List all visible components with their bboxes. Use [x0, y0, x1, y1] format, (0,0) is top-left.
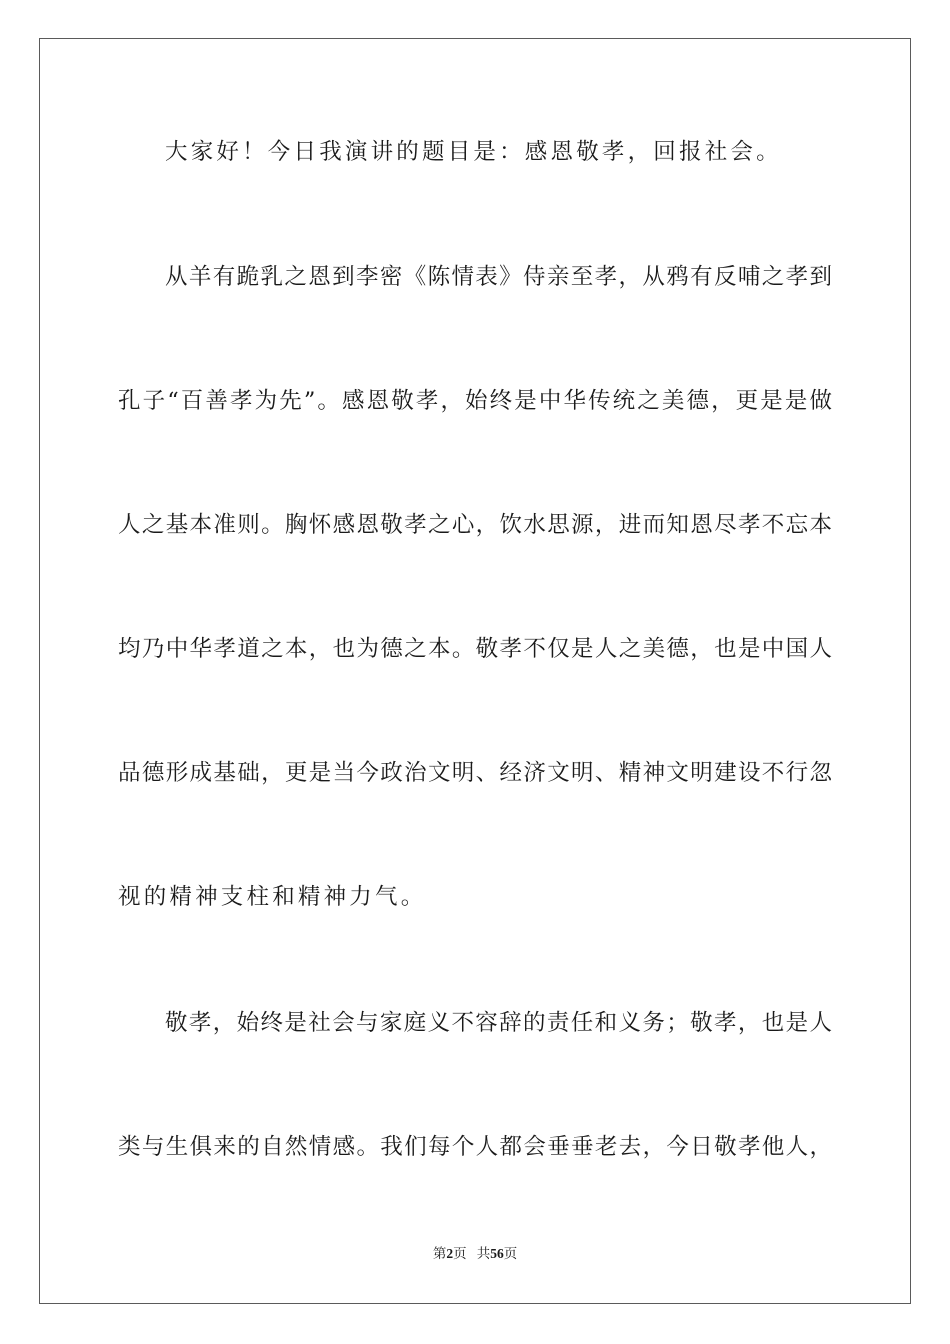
total-suffix: 页: [503, 1246, 518, 1261]
page-suffix: 页: [453, 1246, 467, 1261]
total-pages: 56: [490, 1246, 504, 1261]
paragraph-2-line-5: 品德形成基础，更是当今政治文明、经济文明、精神文明建设不行忽: [118, 760, 832, 786]
page-number: 2: [446, 1246, 454, 1261]
paragraph-3-line-1: 敬孝，始终是社会与家庭义不容辞的责任和义务；敬孝，也是人: [165, 1010, 832, 1036]
paragraph-2-line-2: 孔子“百善孝为先”。感恩敬孝，始终是中华传统之美德，更是是做: [118, 388, 832, 414]
paragraph-1-line-1: 大家好！今日我演讲的题目是：感恩敬孝，回报社会。: [165, 139, 782, 165]
page-prefix: 第: [432, 1246, 447, 1261]
paragraph-2-line-4: 均乃中华孝道之本，也为德之本。敬孝不仅是人之美德，也是中国人: [118, 636, 832, 662]
total-prefix: 共: [476, 1246, 491, 1261]
paragraph-3-line-2: 类与生俱来的自然情感。我们每个人都会垂垂老去，今日敬孝他人，: [118, 1134, 832, 1160]
paragraph-2-line-1: 从羊有跪乳之恩到李密《陈情表》侍亲至孝，从鸦有反哺之孝到: [165, 264, 832, 290]
paragraph-2-line-3: 人之基本准则。胸怀感恩敬孝之心，饮水思源，进而知恩尽孝不忘本: [118, 512, 832, 538]
paragraph-2-line-6: 视的精神支柱和精神力气。: [118, 884, 427, 910]
page-border: [39, 38, 911, 1304]
page-footer: [0, 1245, 950, 1263]
